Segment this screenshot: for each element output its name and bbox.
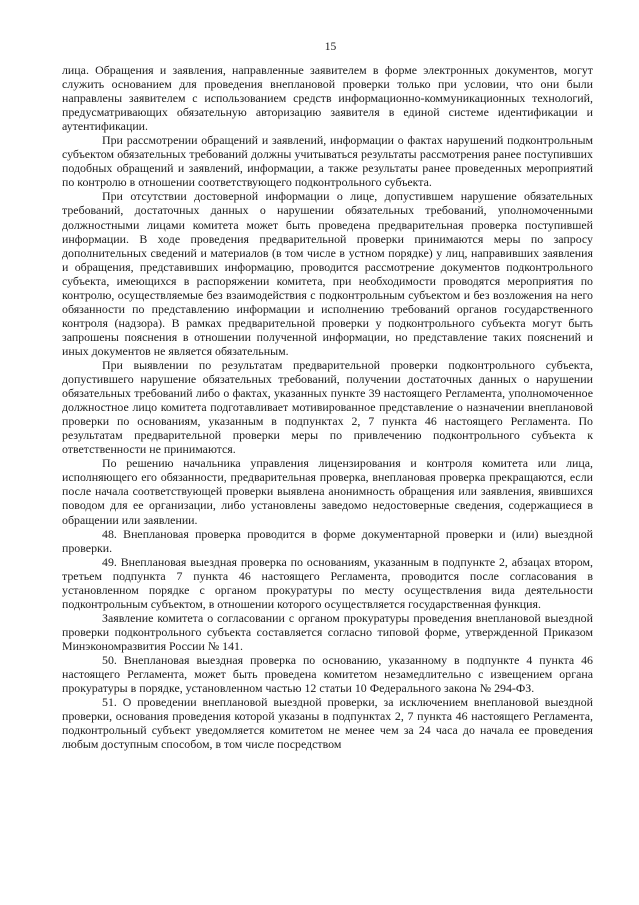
paragraph-continuation: лица. Обращения и заявления, направленные заявителем в форме электронных документов, могут служить основанием для проведения внеплановой проверки только при условии, что они были направлены заявителем с использованием средств информационно-коммуникационных технологий, предусматривающих обязательную авторизацию заявителя в единой системе идентификации и аутентификации. bbox=[62, 63, 593, 134]
paragraph-item-48: 48. Внеплановая проверка проводится в форме документарной проверки и (или) выездной проверки. bbox=[62, 526, 593, 555]
paragraph-violation-detection: При выявлении по результатам предварительной проверки подконтрольного субъекта, допустившего нарушение обязательных требований, получении достаточных данных о нарушении обязательных требований либо о фактах, указанных пункте 39 настоящего Регламента, уполномоченное должностное лицо комитета подготавливает мотивированное представление о назначении внеплановой проверки по основаниям, указанным в подпунктах 2, 7 пункта 46 настоящего Регламента. По результатам предварительной проверки меры по привлечению подконтрольного субъекта к ответственности не принимаются. bbox=[62, 357, 593, 457]
page-number: 15 bbox=[324, 41, 337, 53]
paragraph-preliminary-check: При отсутствии достоверной информации о лице, допустившем нарушение обязательных требований, достаточных данных о нарушении обязательных требований, уполномоченными должностными лицами комитета может быть проведена предварительная проверка поступившей информации. В ходе проведения предварительной проверки принимаются меры по запросу дополнительных сведений и материалов (в том числе в устном порядке) у лиц, направивших заявления и обращения, представивших информацию, проводится рассмотрение документов подконтрольного субъекта, имеющихся в распоряжении комитета, при необходимости проводятся мероприятия по контролю, осуществляемые без взаимодействия с подконтрольным субъектом и без возложения на него обязанности по представлению информации и исполнению требований органов государственного контроля (надзора). В рамках предварительной проверки у подконтрольного субъекта могут быть запрошены пояснения в отношении полученной информации, но представление таких пояснений и иных документов не является обязательным. bbox=[62, 189, 593, 358]
paragraph-item-50: 50. Внеплановая выездная проверка по основанию, указанному в подпункте 4 пункта 46 настоящего Регламента, может быть проведена комитетом незамедлительно с извещением органа прокуратуры в порядке, установленном частью 12 статьи 10 Федерального закона № 294-ФЗ. bbox=[62, 652, 593, 696]
paragraph-item-49: 49. Внеплановая выездная проверка по основаниям, указанным в подпункте 2, абзацах втором, третьем подпункта 7 пункта 46 настоящего Регламента, проводится после согласования в установленном порядке с органом прокуратуры по месту осуществления вида деятельности подконтрольным субъектом, в отношении которого осуществляется государственная функция. bbox=[62, 554, 593, 611]
paragraph-check-termination: По решению начальника управления лицензирования и контроля комитета или лица, исполняющего его обязанности, предварительная проверка, внеплановая проверка прекращаются, если после начала соответствующей проверки выявлена анонимность обращения или заявления, явившихся поводом для ее организации, либо установлены заведомо недостоверные сведения, содержащиеся в обращении или заявлении. bbox=[62, 456, 593, 527]
paragraph-prosecutor-application: Заявление комитета о согласовании с органом прокуратуры проведения внеплановой выездной проверки подконтрольного субъекта составляется согласно типовой форме, утвержденной Приказом Минэкономразвития России № 141. bbox=[62, 610, 593, 653]
paragraph-complaints-review: При рассмотрении обращений и заявлений, информации о фактах нарушений подконтрольным субъектом обязательных требований должны учитываться результаты рассмотрения ранее поступивших подобных обращений и заявлений, информации, а также результаты ранее проведенных мероприятий по контролю в отношении соответствующего подконтрольного субъекта. bbox=[62, 133, 593, 190]
document-body bbox=[62, 63, 593, 751]
paragraph-item-51: 51. О проведении внеплановой выездной проверки, за исключением внеплановой выездной проверки, основания проведения которой указаны в подпунктах 2, 7 пункта 46 настоящего Регламента, подконтрольный субъект уведомляется комитетом не менее чем за 24 часа до начала ее проведения любым доступным способом, в том числе посредством bbox=[62, 695, 593, 752]
